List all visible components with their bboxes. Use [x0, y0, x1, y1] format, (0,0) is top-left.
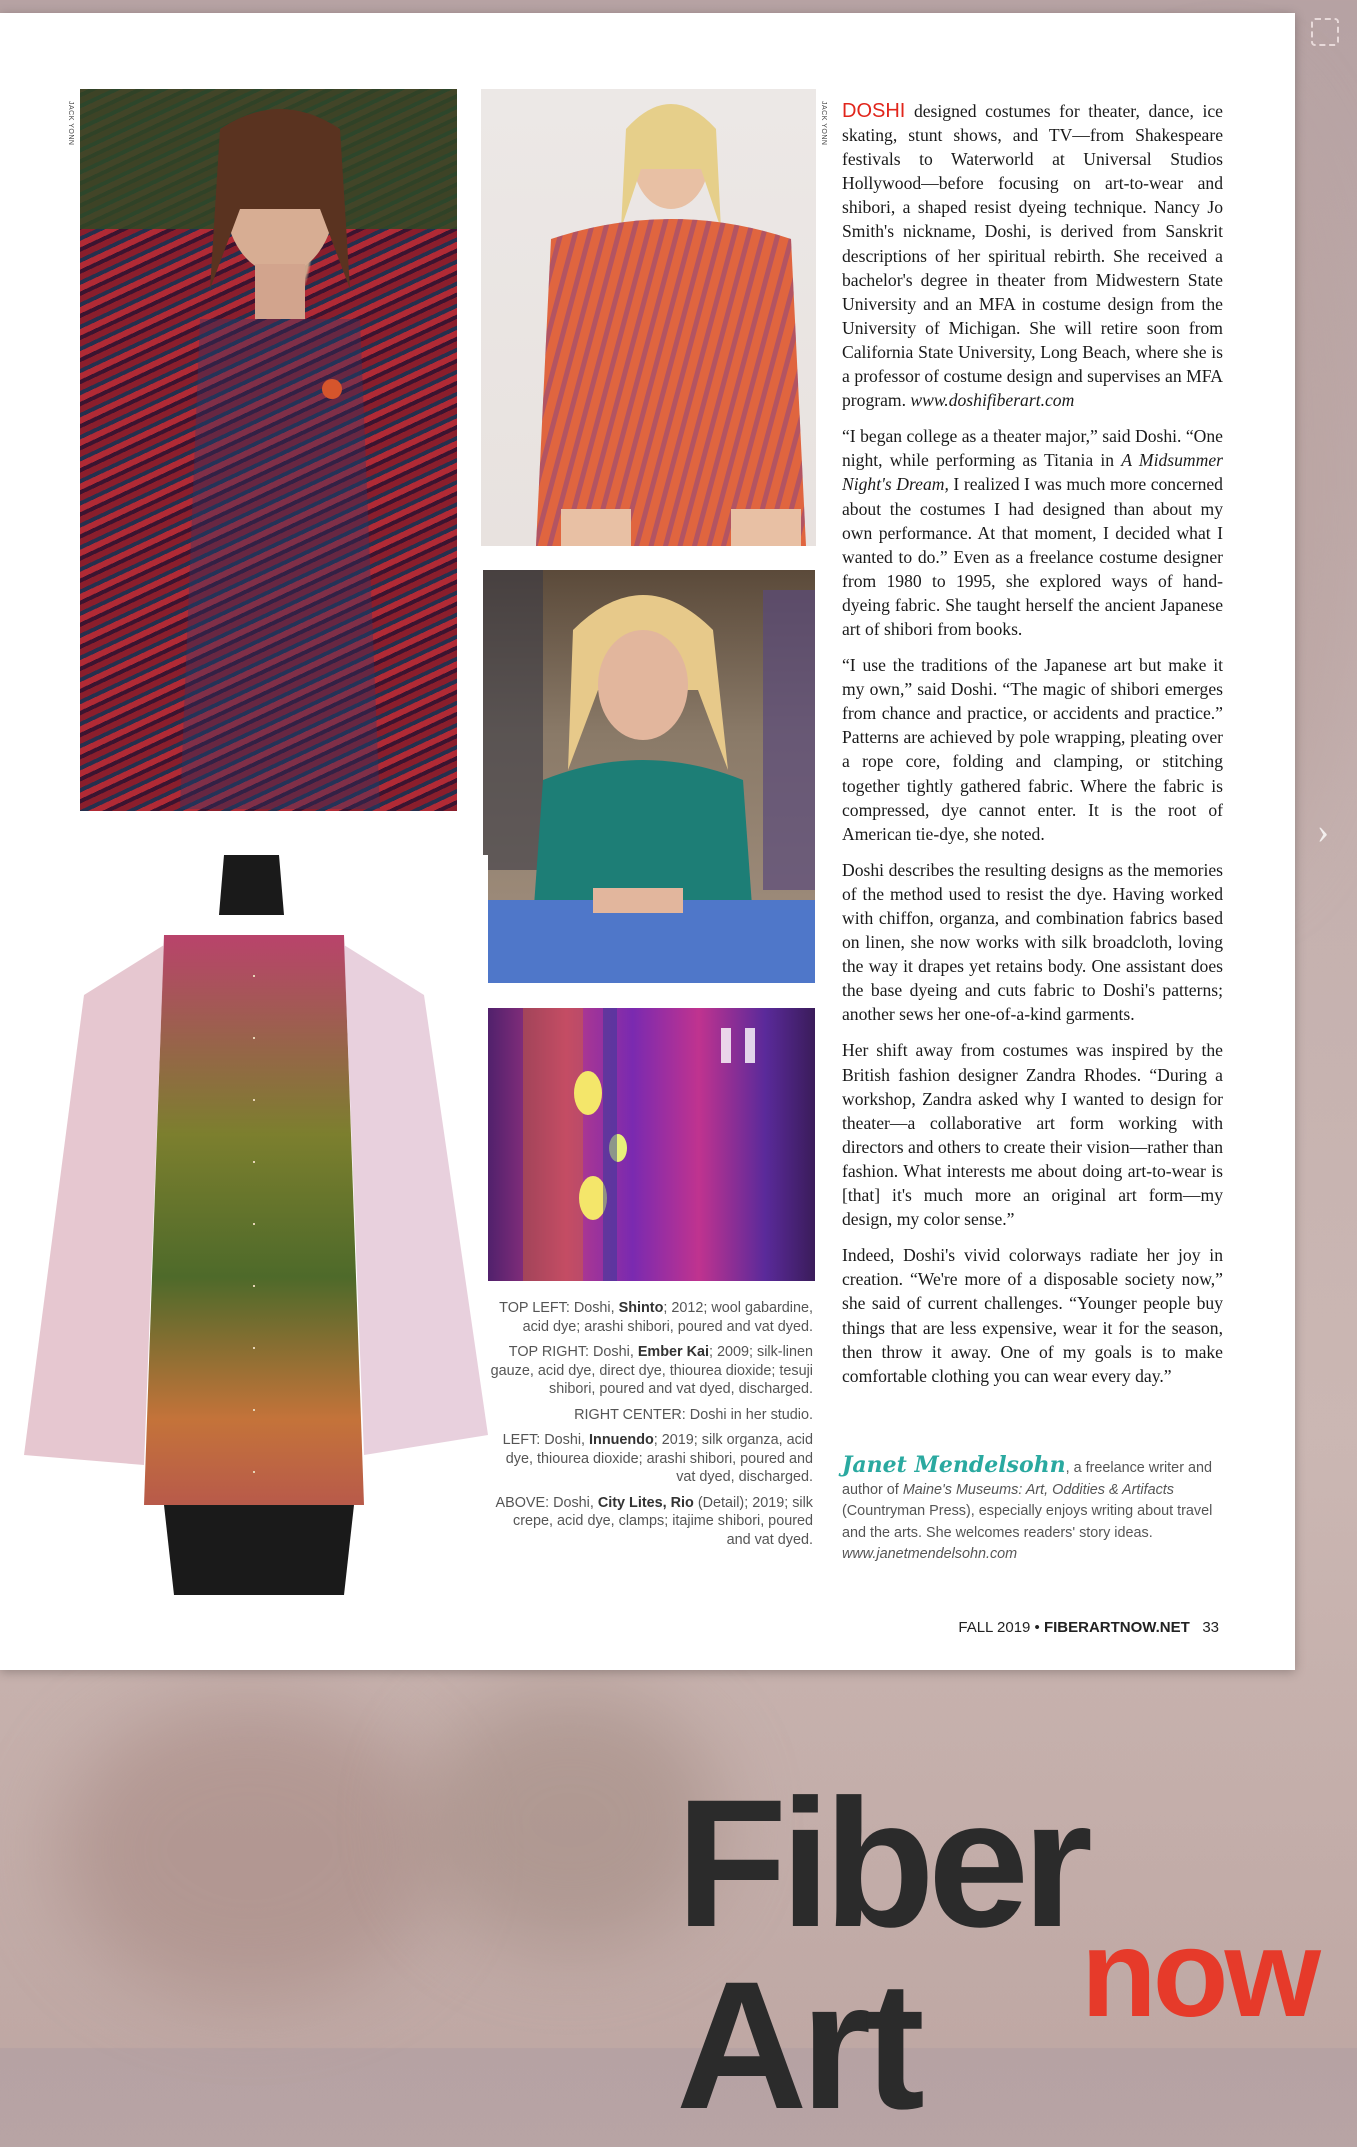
author-website-link[interactable]: www.janetmendelsohn.com	[842, 1546, 1018, 1562]
innuendo-silhouette	[24, 855, 488, 1595]
fiber-art-logo: Fiber Art	[676, 1761, 1086, 2147]
now-logo: now	[1081, 1905, 1317, 2043]
photo-shinto-jacket	[80, 89, 457, 811]
article-body	[842, 99, 1223, 1400]
ember-kai-silhouette	[481, 89, 816, 546]
background-blob	[420, 1690, 720, 1950]
page-folio: FALL 2019 • FIBERARTNOW.NET 33	[958, 1619, 1219, 1636]
page-number: 33	[1202, 1619, 1219, 1636]
photo-captions	[486, 1299, 813, 1556]
studio-silhouette	[483, 570, 815, 983]
shinto-silhouette	[80, 89, 457, 811]
photo-ember-kai	[481, 89, 816, 546]
background-blob	[60, 1700, 440, 2000]
photo-credit-left: JACK YONN	[67, 101, 74, 146]
article-paragraph: DOSHI designed costumes for theater, dance, ice skating, stunt shows, and TV—from Shakespeare festivals to Waterworld at Universal Studios Hollywood—before focusing on art-to-wear and shibori, a shaped resist dyeing technique. Nancy Jo Smith's nickname, Doshi, is derived from Sanskrit descriptions of her spiritual rebirth. She received a bachelor's degree in theater from Midwestern State University and an MFA in costume design from the University of Michigan. She will retire soon from California State University, Long Beach, where she is a professor of costume design and supervises an MFA program. www.doshifiberart.com	[842, 100, 1223, 411]
author-signature: Janet Mendelsohn	[842, 1452, 1066, 1478]
author-bio: Janet Mendelsohn, a freelance writer and author of Maine's Museums: Art, Oddities & Artifacts (Countryman Press), especially enjoys writing about travel and the arts. She welcomes readers' story ideas. www.janetmendelsohn.com	[842, 1452, 1213, 1562]
chevron-right-icon[interactable]: ›	[1317, 811, 1329, 851]
article-paragraph: Her shift away from costumes was inspired by the British fashion designer Zandra Rhodes. “During a workshop, Zandra asked why I wanted to design for theater—a collaborative art form working with directors and others to create their vision—rather than fashion. What interests me about doing art-to-wear is [that] it's much more an original art form—my design, my color sense.”	[842, 1040, 1223, 1230]
photo-city-lites-detail	[483, 1008, 815, 1281]
caption-left: LEFT: Doshi, Innuendo; 2019; silk organza, acid dye, thiourea dioxide; arashi shibori, poured and vat dyed, discharged.	[502, 1432, 813, 1485]
fullscreen-icon[interactable]	[1311, 18, 1339, 46]
website-link[interactable]: www.doshifiberart.com	[910, 390, 1075, 411]
article-paragraph: “I use the traditions of the Japanese art but make it my own,” said Doshi. “The magic of shibori emerges from chance and practice, or accidents and practice.” Patterns are achieved by pole wrapping, pleating over a rope core, folding and clamping, or stitching together tightly gathered fabric. Where the fabric is compressed, dye cannot enter. It is the root of American tie-dye, she noted.	[842, 655, 1223, 844]
magazine-page	[0, 13, 1295, 1670]
dropcap-name: DOSHI	[842, 100, 906, 122]
city-lites-pattern	[483, 1008, 815, 1281]
caption-right-center: RIGHT CENTER: Doshi in her studio.	[574, 1406, 813, 1423]
photo-innuendo-blouse	[24, 855, 488, 1595]
article-paragraph: Indeed, Doshi's vivid colorways radiate her joy in creation. “We're more of a disposable society now,” she said of current challenges. “Younger people buy things that are less expensive, wear it for the season, then throw it away. One of my goals is to make comfortable clothing you can wear every day.”	[842, 1245, 1223, 1386]
caption-above: ABOVE: Doshi, City Lites, Rio (Detail); 2019; silk crepe, acid dye, clamps; itajime shibori, poured and vat dyed.	[495, 1494, 813, 1548]
caption-top-left: TOP LEFT: Doshi, Shinto; 2012; wool gabardine, acid dye; arashi shibori, poured and vat dyed.	[499, 1300, 813, 1335]
caption-top-right: TOP RIGHT: Doshi, Ember Kai; 2009; silk-linen gauze, acid dye, direct dye, thiourea dioxide; tesuji shibori, poured and vat dyed, discharged.	[490, 1344, 813, 1397]
photo-doshi-studio	[483, 570, 815, 983]
article-paragraph: Doshi describes the resulting designs as the memories of the method used to resist the dye. Having worked with chiffon, organza, and combination fabrics based on linen, she now works with silk broadcloth, loving the way it drapes yet retains body. One assistant does the base dyeing and cuts fabric to Doshi's patterns; another sews her one-of-a-kind garments.	[842, 859, 1223, 1025]
photo-credit-right: JACK YONN	[820, 101, 827, 146]
article-paragraph: “I began college as a theater major,” said Doshi. “One night, while performing as Titania in A Midsummer Night's Dream, I realized I was much more concerned about the costumes I had designed than about my own performance. At that moment, I decided what I wanted to do.” Even as a freelance costume designer from 1980 to 1995, she explored ways of hand-dyeing fabric. She taught herself the ancient Japanese art of shibori from books.	[842, 426, 1223, 639]
